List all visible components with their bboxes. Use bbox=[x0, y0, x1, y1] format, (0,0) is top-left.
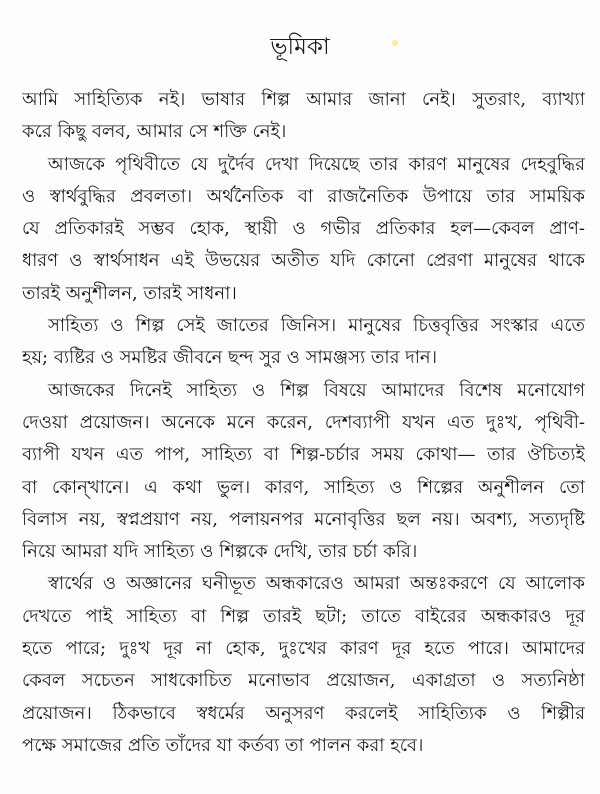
text-line: করে কিছু বলব, আমার সে শক্তি নেই। bbox=[22, 121, 287, 143]
text-line: প্রয়োজন। ঠিকভাবে স্বধর্মের অনুসরণ করলেই সাহিত্যিক ও শিল্পীর bbox=[22, 702, 585, 724]
text-line: হয়; ব্যষ্টির ও সমষ্টির জীবনে ছন্দ সুর ও সামঞ্জস্য তার দান। bbox=[22, 347, 438, 369]
body-text bbox=[22, 84, 585, 762]
scan-speck bbox=[392, 40, 398, 46]
text-line: ও স্বার্থবুদ্ধির প্রবলতা। অর্থনৈতিক বা রাজনৈতিক উপায়ে তার সাময়িক bbox=[22, 185, 585, 207]
text-line: আজকে পৃথিবীতে যে দুর্দৈব দেখা দিয়েছে তার কারণ মানুষের দেহবুদ্ধির bbox=[48, 153, 585, 175]
text-line: সাহিত্য ও শিল্প সেই জাতের জিনিস। মানুষের চিত্তবৃত্তির সংস্কার এতে bbox=[48, 315, 585, 337]
text-line: দেওয়া প্রয়োজন। অনেকে মনে করেন, দেশব্যাপী যখন এত দুঃখ, পৃথিবী- bbox=[22, 411, 585, 433]
text-line: বা কোন্‌খানে। এ কথা ভুল। কারণ, সাহিত্য ও শিল্পের অনুশীলন তো bbox=[22, 476, 585, 498]
text-line: দেখতে পাই সাহিত্য বা শিল্প তারই ছটা; তাতে বাইরের অন্ধকারও দূর bbox=[22, 605, 585, 627]
text-line: হতে পারে; দুঃখ দূর না হোক, দুঃখের কারণ দূর হতে পারে। আমাদের bbox=[22, 638, 585, 660]
text-line: ধারণ ও স্বার্থসাধন এই উভয়ের অতীত যদি কোনো প্রেরণা মানুষের থাকে bbox=[22, 250, 585, 272]
text-line: কেবল সচেতন সাধকোচিত মনোভাব প্রয়োজন, একাগ্রতা ও সত্যনিষ্ঠা bbox=[22, 670, 585, 692]
text-line: যে প্রতিকারই সম্ভব হোক, স্থায়ী ও গভীর প্রতিকার হল—কেবল প্রাণ- bbox=[22, 218, 585, 240]
text-line: আজকের দিনেই সাহিত্য ও শিল্প বিষয়ে আমাদের বিশেষ মনোযোগ bbox=[48, 379, 585, 401]
text-line: নিয়ে আমরা যদি সাহিত্য ও শিল্পকে দেখি, তার চর্চা করি। bbox=[22, 541, 418, 563]
text-line: পক্ষে সমাজের প্রতি তাঁদের যা কর্তব্য তা পালন করা হবে। bbox=[22, 734, 424, 756]
text-line: আমি সাহিত্যিক নই। ভাষার শিল্প আমার জানা নেই। সুতরাং, ব্যাখ্যা bbox=[22, 89, 585, 110]
text-line: বিলাস নয়, স্বপ্নপ্রয়াণ নয়, পলায়নপর মনোবৃত্তির ছল নয়। অবশ্য, সত্যদৃষ্টি bbox=[22, 508, 585, 530]
text-line: স্বার্থের ও অজ্ঞানের ঘনীভূত অন্ধকারেও আমরা অন্তঃকরণে যে আলোক bbox=[48, 573, 585, 595]
page-title: ভূমিকা bbox=[270, 34, 330, 60]
text-line: তারই অনুশীলন, তারই সাধনা। bbox=[22, 282, 237, 304]
text-line: ব্যাপী যখন এত পাপ, সাহিত্য বা শিল্প-চর্চার সময় কোথা— তার ঔচিত্যই bbox=[22, 444, 585, 466]
